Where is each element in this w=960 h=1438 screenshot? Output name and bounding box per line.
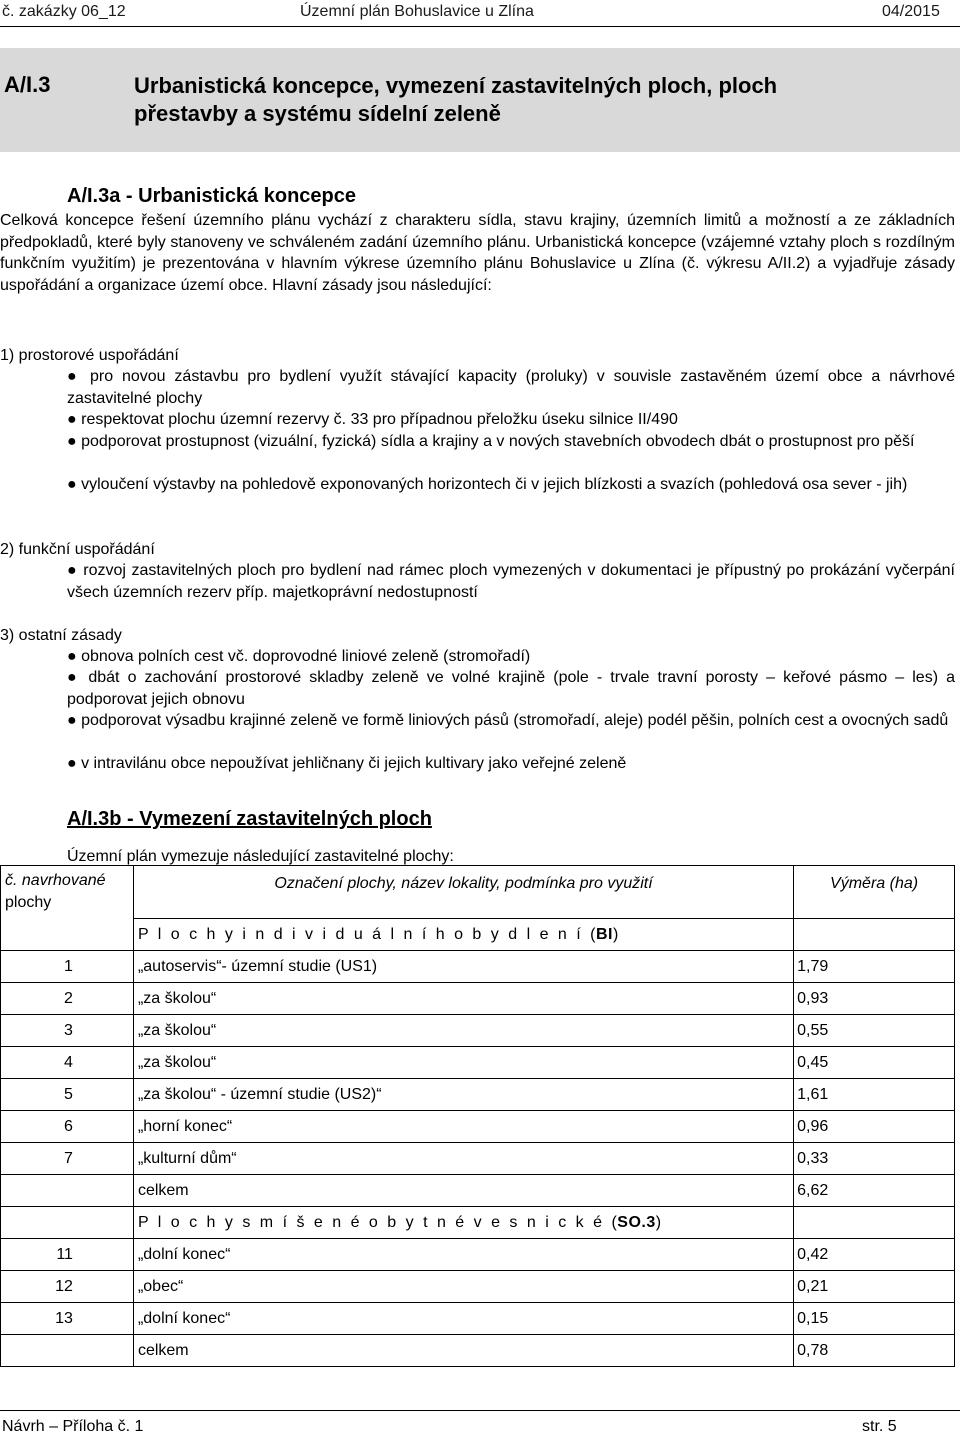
section-b-heading: A/I.3b - Vymezení zastavitelných ploch <box>67 808 432 830</box>
table-row <box>1 1079 955 1111</box>
group2-total-row <box>1 1335 955 1367</box>
chapter-title-line1: Urbanistická koncepce, vymezení zastavitelných ploch, ploch <box>134 73 778 98</box>
row-number: 5 <box>1 1079 134 1111</box>
footer-right: str. 5 <box>862 1418 897 1435</box>
col-header-area: Výměra (ha) <box>794 866 955 919</box>
group2-item: ● rozvoj zastavitelných ploch pro bydlení nad rámec ploch vymezených v dokumentaci je přípustný po prokázání vyčerpání všech územních rezerv příp. majetkoprávní nedostupností <box>67 562 955 601</box>
row-area: 0,55 <box>794 1015 955 1047</box>
row-area: 0,93 <box>794 983 955 1015</box>
section-b-intro: Územní plán vymezuje následující zastavitelné plochy: <box>67 848 454 865</box>
group2-title: 2) funkční uspořádání <box>0 541 155 558</box>
row-area: 0,21 <box>794 1271 955 1303</box>
col-header-name: Označení plochy, název lokality, podmínka pro využití <box>133 866 793 919</box>
table-row <box>1 983 955 1015</box>
row-area: 1,61 <box>794 1079 955 1111</box>
chapter-number: A/I.3 <box>4 72 51 97</box>
table-header-row <box>1 866 955 919</box>
total-label: celkem <box>133 1335 793 1367</box>
row-name: „kulturní dům“ <box>133 1143 793 1175</box>
table-row <box>1 1303 955 1335</box>
row-number: 6 <box>1 1111 134 1143</box>
group3-item: ● podporovat výsadbu krajinné zeleně ve formě liniových pásů (stromořadí, aleje) podél pěšin, polních cest a ovocných sadů <box>67 712 949 729</box>
section-a-heading: A/I.3a - Urbanistická koncepce <box>67 185 357 207</box>
row-number: 4 <box>1 1047 134 1079</box>
row-area: 0,15 <box>794 1303 955 1335</box>
table-row <box>1 951 955 983</box>
group3-item: ● dbát o zachování prostorové skladby zeleně ve volné krajině (pole - trvale travní porosty – keřové pásmo – les) a podporovat jejich obnovu <box>67 669 955 708</box>
row-name: „horní konec“ <box>133 1111 793 1143</box>
row-number: 12 <box>1 1271 134 1303</box>
footer-divider <box>0 1410 960 1411</box>
table-row <box>1 1143 955 1175</box>
col-header-number-line1: č. navrhované <box>5 872 106 890</box>
row-name: „autoservis“- územní studie (US1) <box>133 951 793 983</box>
table-row <box>1 1015 955 1047</box>
row-number: 11 <box>1 1239 134 1271</box>
total-value: 6,62 <box>794 1175 955 1207</box>
group3-title: 3) ostatní zásady <box>0 627 122 644</box>
header-left: č. zakázky 06_12 <box>2 3 126 20</box>
col-header-number-line2: plochy <box>5 894 52 912</box>
header-right: 04/2015 <box>882 3 940 20</box>
row-number: 13 <box>1 1303 134 1335</box>
group1-item: ● vyloučení výstavby na pohledově exponovaných horizontech či v jejich blízkosti a svazích (pohledová osa sever - jih) <box>67 476 908 493</box>
row-name: „dolní konec“ <box>133 1239 793 1271</box>
chapter-title-line2: přestavby a systému sídelní zeleně <box>134 101 501 126</box>
table-row <box>1 1271 955 1303</box>
table-row <box>1 1111 955 1143</box>
group1-title: 1) prostorové uspořádání <box>0 347 179 364</box>
table-row <box>1 1047 955 1079</box>
row-area: 1,79 <box>794 951 955 983</box>
row-number: 1 <box>1 951 134 983</box>
group2-title: P l o c h y s m í š e n é o b y t n é v e s n i c k é (SO.3) <box>133 1207 793 1239</box>
header-center: Územní plán Bohuslavice u Zlína <box>300 3 534 20</box>
row-area: 0,33 <box>794 1143 955 1175</box>
row-name: „dolní konec“ <box>133 1303 793 1335</box>
total-label: celkem <box>133 1175 793 1207</box>
row-number: 2 <box>1 983 134 1015</box>
group3-item: ● obnova polních cest vč. doprovodné liniové zeleně (stromořadí) <box>67 648 531 665</box>
chapter-title <box>134 72 934 128</box>
group1-item: ● respektovat plochu územní rezervy č. 33 pro případnou přeložku úseku silnice II/490 <box>67 411 678 428</box>
row-area: 0,45 <box>794 1047 955 1079</box>
row-number: 7 <box>1 1143 134 1175</box>
row-name: „za školou“ <box>133 1047 793 1079</box>
group3-item: ● v intravilánu obce nepoužívat jehličnany či jejich kultivary jako veřejné zeleně <box>67 755 627 772</box>
row-name: „za školou“ <box>133 983 793 1015</box>
group1-total-row <box>1 1175 955 1207</box>
footer-left: Návrh – Příloha č. 1 <box>2 1418 144 1435</box>
header-divider <box>0 26 960 27</box>
row-name: „obec“ <box>133 1271 793 1303</box>
group1-item: ● pro novou zástavbu pro bydlení využít stávající kapacity (proluky) v souvisle zastavěném území obce a návrhové zastavitelné plochy <box>67 368 955 407</box>
row-area: 0,42 <box>794 1239 955 1271</box>
group1-item: ● podporovat prostupnost (vizuální, fyzická) sídla a krajiny a v nových stavebních obvodech dbát o prostupnost pro pěší <box>67 433 915 450</box>
row-name: „za školou“ <box>133 1015 793 1047</box>
row-name: „za školou“ - územní studie (US2)“ <box>133 1079 793 1111</box>
row-number: 3 <box>1 1015 134 1047</box>
zastavitelne-plochy-table <box>0 865 955 1367</box>
group1-title: P l o c h y i n d i v i d u á l n í h o b y d l e n í (BI) <box>133 919 793 951</box>
row-area: 0,96 <box>794 1111 955 1143</box>
total-value: 0,78 <box>794 1335 955 1367</box>
group1-title-row <box>1 919 955 951</box>
group2-title-row <box>1 1207 955 1239</box>
section-a-paragraph: Celková koncepce řešení územního plánu vychází z charakteru sídla, stavu krajiny, územních limitů a možností a ze základních předpokladů, které byly stanoveny ve schváleném zadání územního plánu. Urbanistická koncepce (vzájemné vztahy ploch s rozdílným funkčním využitím) je prezentována v hlavním výkrese územního plánu Bohuslavice u Zlína (č. výkresu A/II.2) a vyjadřuje zásady uspořádání a organizace území obce. Hlavní zásady jsou následující: <box>0 212 955 294</box>
col-header-number <box>1 866 134 919</box>
table-row <box>1 1239 955 1271</box>
